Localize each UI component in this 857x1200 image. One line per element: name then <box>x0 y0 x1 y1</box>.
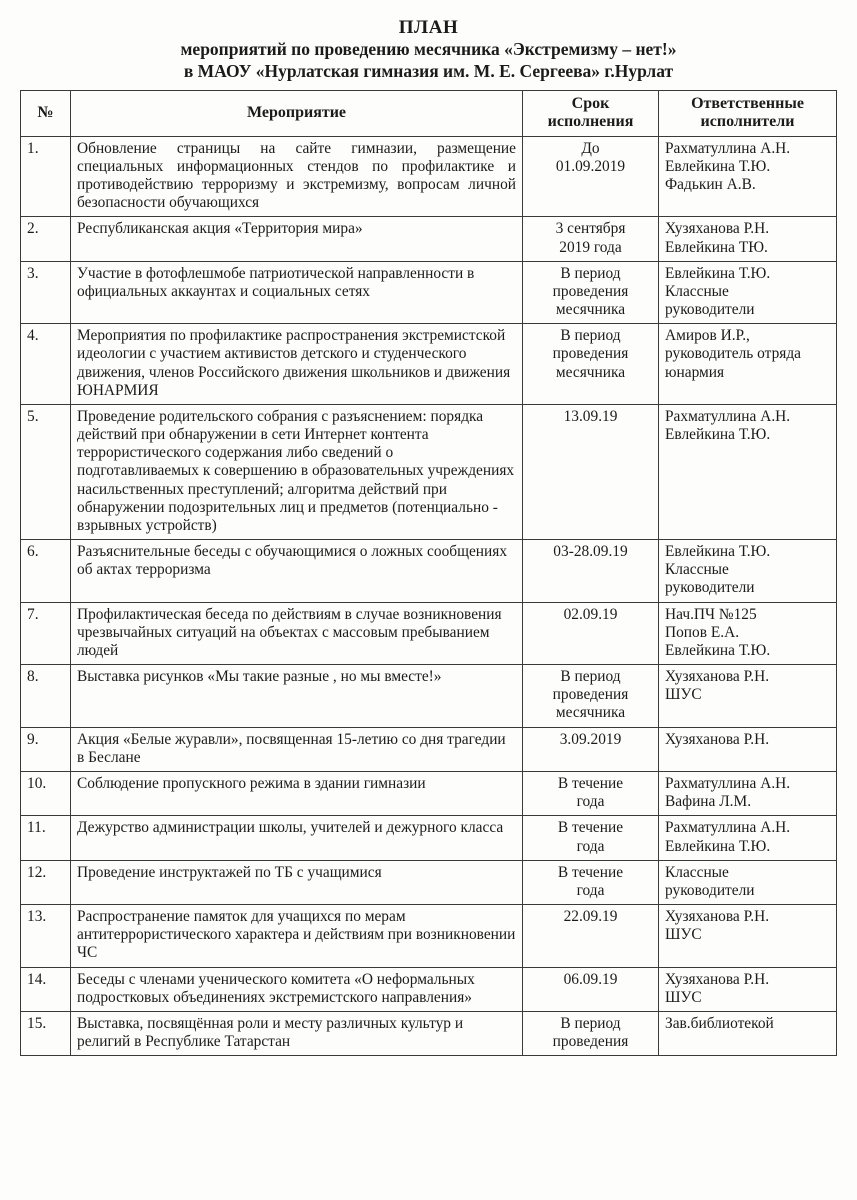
row-event-text: Обновление страницы на сайте гимназии, размещение специальных информационных стендов по профилактике и противодействию терроризму и экстремизму, вопросам личной безопасности обучающихся <box>71 136 523 217</box>
row-responsible-line: Евлейкина Т.Ю. <box>665 157 771 175</box>
row-event-text: Республиканская акция «Территория мира» <box>71 217 523 261</box>
row-responsible-line: юнармия <box>665 363 725 381</box>
row-responsible-line: Евлейкина Т.Ю. <box>665 264 771 282</box>
row-term-line: месячника <box>555 704 626 722</box>
row-responsible <box>659 905 837 968</box>
row-term <box>523 1011 659 1055</box>
row-responsible-line: Евлейкина Т.Ю. <box>665 641 771 659</box>
row-responsible <box>659 540 837 603</box>
row-term <box>523 665 659 728</box>
row-responsible-line: Евлейкина Т.Ю. <box>665 543 771 561</box>
row-number: 4. <box>21 324 71 405</box>
row-event-text: Соблюдение пропускного режима в здании гимназии <box>71 772 523 816</box>
row-event-text: Выставка рисунков «Мы такие разные , но мы вместе!» <box>71 665 523 728</box>
row-number: 9. <box>21 727 71 771</box>
table-row <box>21 1011 837 1055</box>
table-row <box>21 772 837 816</box>
row-number: 7. <box>21 602 71 665</box>
row-event-text: Проведение родительского собрания с разъяснением: порядка действий при обнаружении в сети Интернет контента террористического содержания либо сведений о подготавливаемых к совершению в образовательных учреждениях насильственных преступлений; алгоритма действий при обнаружении подозрительных лиц и предметов (потенциально - взрывных устройств) <box>71 404 523 539</box>
row-responsible <box>659 404 837 539</box>
row-term <box>523 602 659 665</box>
row-responsible-line: Классные <box>665 561 729 579</box>
row-term-line: 3 сентября <box>555 220 626 238</box>
row-responsible-line: Хузяханова Р.Н. <box>665 970 770 988</box>
row-responsible-line: Зав.библиотекой <box>665 1014 774 1032</box>
column-header-term-line2: исполнения <box>547 112 634 130</box>
table-row <box>21 727 837 771</box>
row-number: 5. <box>21 404 71 539</box>
row-number: 2. <box>21 217 71 261</box>
row-term-line: 13.09.19 <box>563 407 618 425</box>
row-responsible-line: Классные <box>665 282 729 300</box>
row-responsible <box>659 860 837 904</box>
row-responsible-line: Классные <box>665 863 729 881</box>
row-term <box>523 816 659 860</box>
row-responsible-line: Евлейкина Т.Ю. <box>665 426 771 444</box>
row-term-line: 06.09.19 <box>563 970 618 988</box>
column-header-event: Мероприятие <box>71 90 523 136</box>
row-responsible-line: Вафина Л.М. <box>665 793 752 811</box>
row-responsible-line: Евлейкина Т.Ю. <box>665 837 771 855</box>
row-term-line: проведения <box>552 282 629 300</box>
row-responsible-line: руководители <box>665 301 755 319</box>
table-row <box>21 816 837 860</box>
row-term <box>523 136 659 217</box>
row-responsible-line: Хузяханова Р.Н. <box>665 730 770 748</box>
row-term-line: проведения <box>552 345 629 363</box>
table-row <box>21 905 837 968</box>
row-term-line: года <box>576 837 605 855</box>
row-term-line: года <box>576 793 605 811</box>
row-event-text: Проведение инструктажей по ТБ с учащимися <box>71 860 523 904</box>
row-responsible <box>659 324 837 405</box>
row-responsible <box>659 602 837 665</box>
row-term-line: года <box>576 881 605 899</box>
row-term-line: 03-28.09.19 <box>553 543 628 561</box>
row-event-text: Разъяснительные беседы с обучающимися о ложных сообщениях об актах терроризма <box>71 540 523 603</box>
row-number: 3. <box>21 261 71 324</box>
row-responsible-line: Фадькин А.В. <box>665 176 756 194</box>
column-header-number: № <box>21 90 71 136</box>
row-term-line: В период <box>560 1014 621 1032</box>
row-responsible-line: Хузяханова Р.Н. <box>665 668 770 686</box>
row-number: 11. <box>21 816 71 860</box>
row-term-line: 3.09.2019 <box>559 730 622 748</box>
row-term-line: В течение <box>557 863 624 881</box>
table-body <box>21 136 837 1056</box>
plan-table <box>20 90 837 1056</box>
row-term-line: 01.09.2019 <box>555 157 626 175</box>
row-event-text: Беседы с членами ученического комитета «О неформальных подростковых объединениях экстремистского направления» <box>71 967 523 1011</box>
row-responsible <box>659 261 837 324</box>
page-title: ПЛАН <box>398 17 459 38</box>
row-term-line: 02.09.19 <box>563 605 618 623</box>
row-term-line: 2019 года <box>559 238 622 256</box>
row-term-line: В течение <box>557 819 624 837</box>
row-term-line: В период <box>560 668 621 686</box>
row-responsible-line: руководитель отряда <box>665 345 802 363</box>
row-responsible-line: ШУС <box>665 926 702 944</box>
row-term-line: проведения <box>552 686 629 704</box>
row-responsible <box>659 727 837 771</box>
row-term <box>523 540 659 603</box>
column-header-responsible-line1: Ответственные <box>691 94 804 112</box>
row-term <box>523 727 659 771</box>
row-responsible-line: ШУС <box>665 988 702 1006</box>
row-event-text: Выставка, посвящённая роли и месту различных культур и религий в Республике Татарстан <box>71 1011 523 1055</box>
row-term <box>523 967 659 1011</box>
row-responsible <box>659 967 837 1011</box>
column-header-responsible-line2: исполнители <box>700 112 795 130</box>
table-row <box>21 404 837 539</box>
table-row <box>21 967 837 1011</box>
row-term-line: В период <box>560 327 621 345</box>
table-row <box>21 324 837 405</box>
row-responsible-line: Рахматуллина А.Н. <box>665 139 791 157</box>
row-term-line: проведения <box>552 1033 629 1051</box>
row-number: 15. <box>21 1011 71 1055</box>
row-number: 12. <box>21 860 71 904</box>
row-responsible <box>659 665 837 728</box>
row-term-line: В течение <box>557 775 624 792</box>
row-term <box>523 404 659 539</box>
row-term <box>523 324 659 405</box>
page-subtitle-2: в МАОУ «Нурлатская гимназия им. М. Е. Сергеева» г.Нурлат <box>183 60 674 81</box>
row-responsible <box>659 136 837 217</box>
row-responsible-line: Хузяханова Р.Н. <box>665 220 770 238</box>
row-term-line: месячника <box>555 301 626 319</box>
row-responsible-line: Рахматуллина А.Н. <box>665 407 791 425</box>
row-responsible-line: Хузяханова Р.Н. <box>665 908 770 926</box>
row-term <box>523 860 659 904</box>
row-responsible <box>659 1011 837 1055</box>
table-row <box>21 261 837 324</box>
column-header-responsible <box>659 90 837 136</box>
table-row <box>21 217 837 261</box>
column-header-term-line1: Срок <box>571 94 610 112</box>
row-responsible-line: руководители <box>665 881 755 899</box>
row-term-line: месячника <box>555 363 626 381</box>
table-header-row <box>21 90 837 136</box>
row-term <box>523 217 659 261</box>
page-subtitle-1: мероприятий по проведению месячника «Экстремизму – нет!» <box>180 39 677 60</box>
row-number: 8. <box>21 665 71 728</box>
row-responsible-line: Амиров И.Р., <box>665 327 750 345</box>
row-responsible-line: Рахматуллина А.Н. <box>665 819 791 837</box>
row-term-line: 22.09.19 <box>563 908 618 926</box>
row-responsible <box>659 772 837 816</box>
row-event-text: Участие в фотофлешмобе патриотической направленности в официальных аккаунтах и социальных сетях <box>71 261 523 324</box>
row-number: 6. <box>21 540 71 603</box>
table-row <box>21 665 837 728</box>
row-term <box>523 905 659 968</box>
row-term-line: До <box>581 139 600 157</box>
row-number: 13. <box>21 905 71 968</box>
row-responsible-line: ШУС <box>665 686 702 704</box>
row-responsible-line: Рахматуллина А.Н. <box>665 775 791 792</box>
row-event-text: Мероприятия по профилактике распространения экстремистской идеологии с участием активистов детского и студенческого движения, членов Российского движения школьников и движения ЮНАРМИЯ <box>71 324 523 405</box>
row-responsible-line: руководители <box>665 579 755 597</box>
row-responsible <box>659 816 837 860</box>
row-number: 1. <box>21 136 71 217</box>
row-responsible <box>659 217 837 261</box>
row-term <box>523 772 659 816</box>
row-number: 10. <box>21 772 71 816</box>
row-term-line: В период <box>560 264 621 282</box>
row-responsible-line: Евлейкина ТЮ. <box>665 238 768 256</box>
table-row <box>21 602 837 665</box>
column-header-term <box>523 90 659 136</box>
row-event-text: Дежурство администрации школы, учителей и дежурного класса <box>71 816 523 860</box>
row-responsible-line: Попов Е.А. <box>665 623 740 641</box>
table-row <box>21 860 837 904</box>
row-number: 14. <box>21 967 71 1011</box>
row-responsible-line: Нач.ПЧ №125 <box>665 605 757 623</box>
table-row <box>21 540 837 603</box>
row-event-text: Распространение памяток для учащихся по мерам антитеррористического характера и действиям при возникновении ЧС <box>71 905 523 968</box>
table-row <box>21 136 837 217</box>
row-event-text: Акция «Белые журавли», посвященная 15-летию со дня трагедии в Беслане <box>71 727 523 771</box>
row-event-text: Профилактическая беседа по действиям в случае возникновения чрезвычайных ситуаций на объектах с массовым пребыванием людей <box>71 602 523 665</box>
document-heading <box>0 0 857 82</box>
row-term <box>523 261 659 324</box>
